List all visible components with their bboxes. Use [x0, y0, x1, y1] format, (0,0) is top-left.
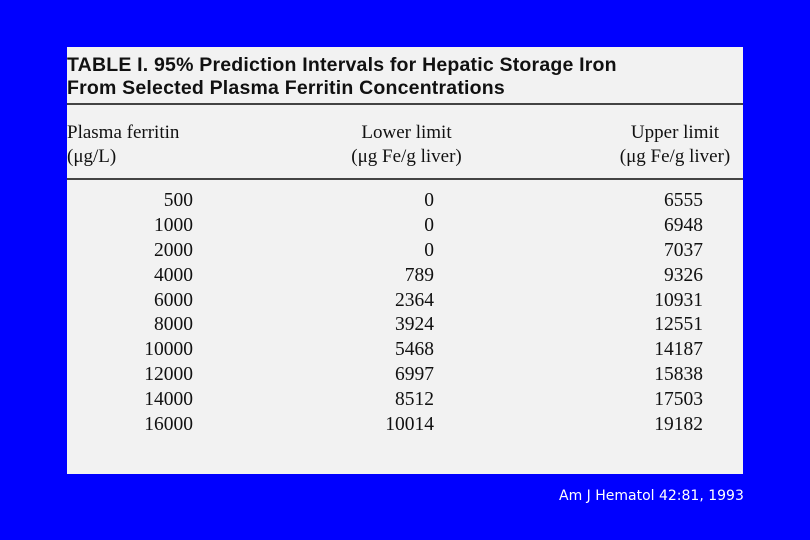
table-cell: 17503 [654, 389, 703, 411]
header-upper-limit [601, 121, 749, 169]
column-lower-limit [347, 189, 434, 438]
table-cell: 6000 [154, 289, 193, 311]
header-lower-limit-line-1: Lower limit [361, 122, 452, 143]
table-title-line-2: From Selected Plasma Ferritin Concentrations [67, 77, 505, 99]
table-cell: 0 [424, 239, 434, 261]
table-cell: 2000 [154, 239, 193, 261]
table-cell: 8512 [395, 389, 434, 411]
table-cell: 8000 [154, 314, 193, 336]
header-lower-limit [329, 121, 484, 169]
column-plasma-ferritin [67, 189, 193, 438]
table-cell: 7037 [664, 239, 703, 261]
table-cell: 10000 [144, 339, 193, 361]
table-cell: 12551 [654, 314, 703, 336]
header-plasma-ferritin [67, 121, 179, 169]
table-cell: 4000 [154, 264, 193, 286]
table-cell: 6997 [395, 364, 434, 386]
table-cell: 9326 [664, 264, 703, 286]
top-rule [67, 103, 743, 105]
table-cell: 5468 [395, 339, 434, 361]
table-cell: 3924 [395, 314, 434, 336]
table-cell: 789 [404, 264, 434, 286]
table-cell: 1000 [154, 214, 193, 236]
table-cell: 12000 [144, 364, 193, 386]
header-upper-limit-line-1: Upper limit [630, 122, 720, 143]
table-cell: 14187 [654, 339, 703, 361]
header-lower-limit-line-2: (μg Fe/g liver) [351, 146, 462, 167]
header-upper-limit-line-2: (μg Fe/g liver) [619, 146, 731, 167]
table-title [67, 54, 743, 100]
table-cell: 0 [424, 190, 434, 211]
table-cell: 16000 [144, 414, 193, 436]
table-cell: 19182 [654, 414, 703, 436]
header-plasma-ferritin-line-1: Plasma ferritin [67, 122, 180, 143]
table-cell: 10014 [385, 414, 434, 436]
column-upper-limit [607, 189, 703, 438]
table-cell: 0 [424, 214, 434, 236]
header-plasma-ferritin-line-2: (μg/L) [67, 146, 117, 167]
table-cell: 6948 [664, 214, 703, 236]
table-cell: 15838 [654, 364, 703, 386]
header-rule [67, 178, 743, 180]
table-cell: 14000 [144, 389, 193, 411]
table-title-line-1: TABLE I. 95% Prediction Intervals for Hepatic Storage Iron [67, 54, 617, 76]
table-cell: 10931 [654, 289, 703, 311]
table-cell: 6555 [664, 190, 703, 211]
table-cell: 500 [163, 190, 193, 211]
table-scan [67, 47, 743, 474]
table-cell: 2364 [395, 289, 434, 311]
citation: Am J Hematol 42:81, 1993 [559, 488, 744, 504]
